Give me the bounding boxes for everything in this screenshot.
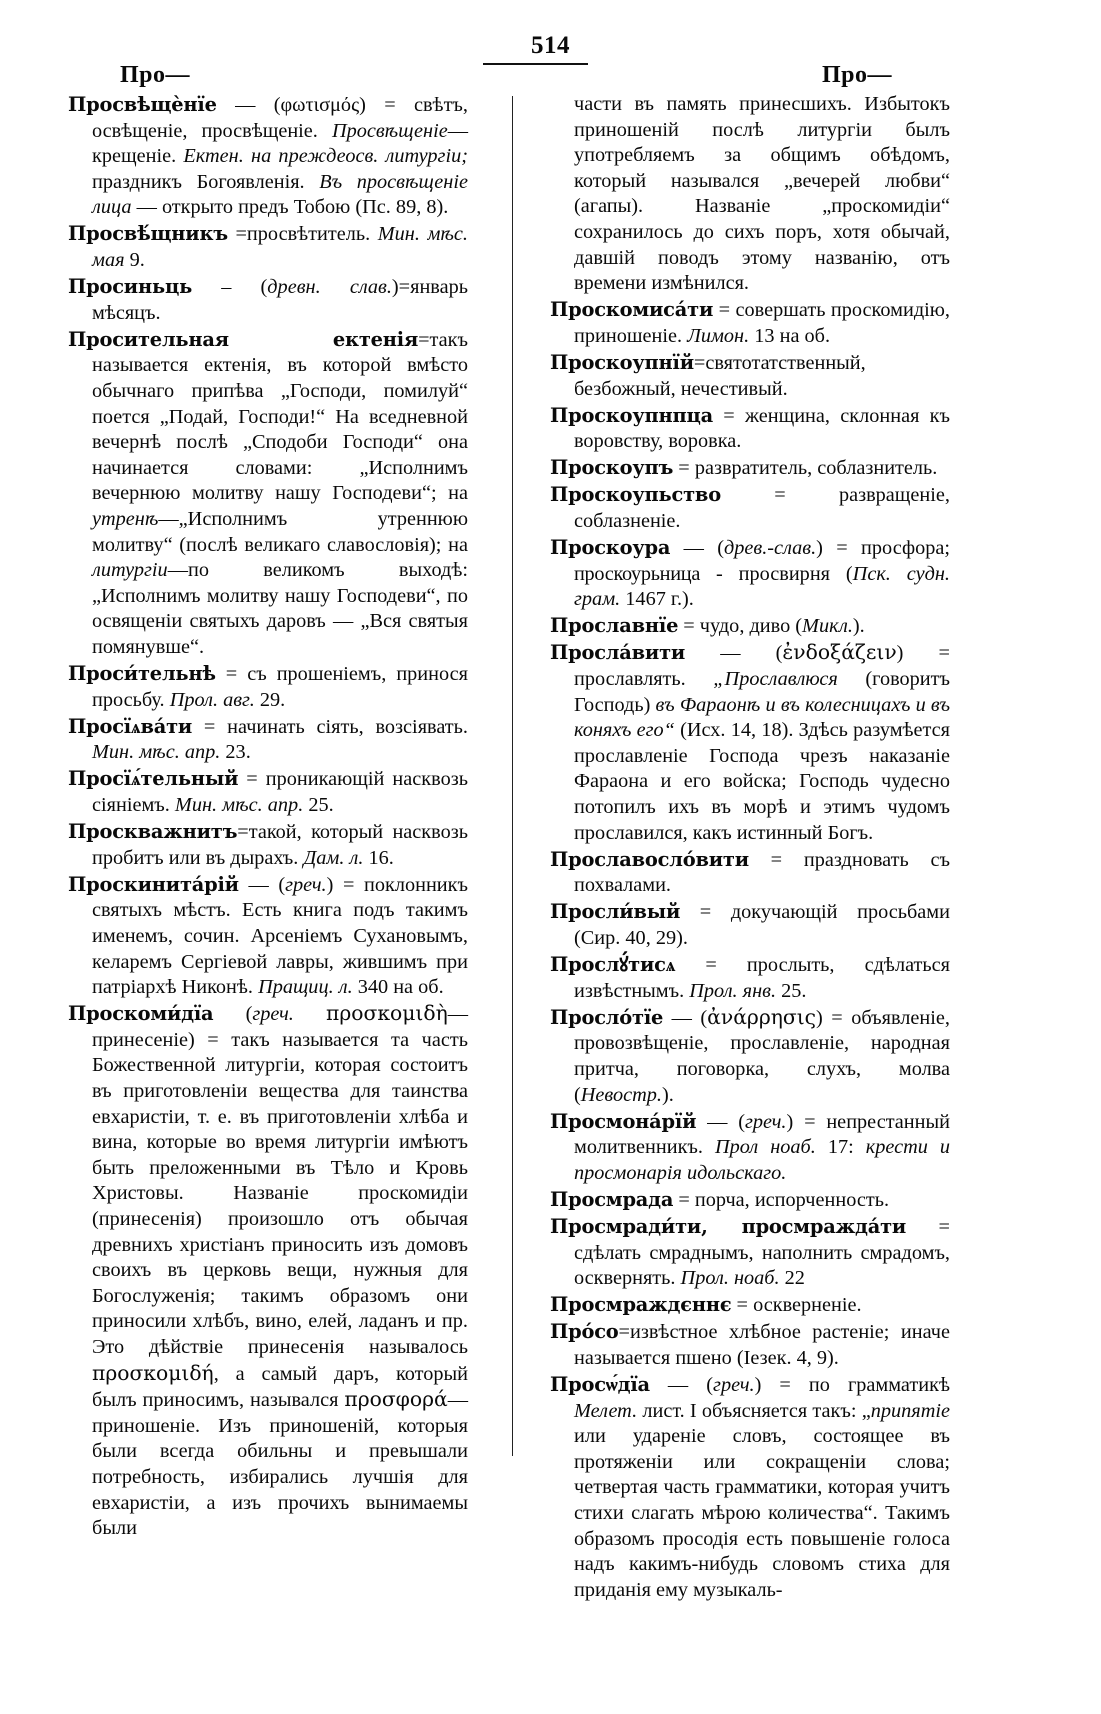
entry-definition: = съ прошеніемъ, принося просьбу. Прол. авг. 29. — [92, 663, 468, 711]
entry-headword: Просмона́рїй — [550, 1109, 697, 1133]
entry-definition: =просвѣтитель. Мин. мѣс. мая 9. — [92, 223, 468, 272]
entry-definition: — (греч.) = непрестанный молитвенникъ. Прол ноаб. 17: крести и просмонарія идольскаго. — [574, 1110, 951, 1184]
entry-headword: Проскомиса́ти — [550, 298, 714, 322]
entry-definition: – (древн. слав.)=январь мѣсяцъ. — [92, 276, 468, 324]
dictionary-entry — [550, 1109, 950, 1187]
dictionary-entry — [550, 535, 950, 613]
entry-headword: Проскоупнїй — [550, 350, 694, 374]
entry-definition: — (φωτισμός) = свѣтъ, освѣщеніе, просвѣщеніе. Просвѣщеніе—крещеніе. Ектен. на преждеосв. литургіи; праздникъ Богоявленія. Въ просвѣщеніе лица — открыто предъ Тобою (Пс. 89, 8). — [92, 94, 468, 219]
entry-definition: = развратитель, соблазнитель. — [673, 457, 938, 480]
entry-headword: Просвѣ́щникъ — [68, 222, 228, 246]
dictionary-entry — [550, 350, 950, 402]
entry-headword: Проскоми́дїа — [68, 1002, 214, 1026]
entry-headword: Просвѣщѐнїе — [68, 93, 217, 116]
dictionary-entry — [68, 1001, 468, 1541]
entry-headword: Проскважнитъ — [68, 820, 238, 844]
entry-definition: (греч. προσκομιδὴ—принесеніе) = такъ называется та часть Божественной литургіи, которая состоитъ въ приготовленіи вещества для таинства евхаристіи, т. е. въ приготовленіи хлѣба и вина, которые во время литургіи имѣютъ быть преложенными въ Тѣло и Кровь Христовы. Названіе проскомидіи (принесенія) произошло отъ обычая древнихъ христіанъ приносить изъ домовъ своихъ въ церковь вещи, нужныя для Богослуженія; такимъ образомъ они приносили хлѣбъ, вино, елей, ладанъ и пр. Это дѣйствіе принесенія называлось προσκομιδή, а самый даръ, который былъ приносимъ, назывался προσφορά—приношеніе. Изъ приношеній, которыя были всегда обильны и превышали потребность, избирались лучшія для евхаристіи, а изъ прочихъ вынимаемы были — [92, 1001, 468, 1540]
entry-definition: — (греч.) = поклонникъ святыхъ мѣстъ. Есть книга подъ такимъ именемъ, сочин. Арсеніемъ Сухановымъ, келаремъ Сергіевой лавры, жившимъ при патріархѣ Никонѣ. Пращиц. л. 340 на об. — [92, 873, 468, 999]
dictionary-entry — [68, 872, 468, 1001]
entry-headword: Просло́тїе — [550, 1005, 664, 1029]
right-column — [550, 92, 950, 1604]
dictionary-entry — [550, 899, 950, 951]
dictionary-entry — [550, 640, 950, 846]
dictionary-entry — [550, 297, 950, 349]
running-head-left: Про— — [120, 62, 191, 88]
entry-definition: =такой, который насквозь пробитъ или въ дырахъ. Дам. л. 16. — [92, 821, 468, 869]
header-rule — [483, 63, 588, 65]
entry-headword: Проскоупнпца — [550, 403, 714, 427]
entry-headword: Проскинита́рій — [68, 872, 239, 896]
entry-headword: Просла́вити — [550, 641, 686, 665]
entry-definition: = докучающій просьбами (Сир. 40, 29). — [574, 901, 950, 949]
entry-headword: Прослꙋ́тисѧ — [550, 953, 676, 977]
dictionary-entry — [550, 613, 950, 640]
dictionary-entry — [550, 92, 950, 297]
entry-headword: Просмради́ти, просмражда́ти — [550, 1215, 907, 1239]
dictionary-entry — [68, 661, 468, 713]
entry-definition: = женщина, склонная къ воровству, воровка. — [574, 404, 950, 453]
dictionary-entry — [68, 92, 468, 221]
page-number: 514 — [531, 32, 570, 59]
dictionary-entry — [550, 847, 950, 899]
entry-definition: =такъ называется ектенія, въ которой вмѣсто обычнаго припѣва „Господи, помилуй“ поется „Подай, Господи!“ На вседневной вечернѣ послѣ „Сподоби Господи“ она начинается словами: „Исполнимъ вечернюю молитву нашу Господеви“; на утренѣ—„Исполнимъ утреннюю молитву“ (послѣ великаго славословія); на литургіи—по великомъ выходѣ: „Исполнимъ молитву нашу Господеви“, по освященіи святыхъ даровъ — „Вся святыя помянувше“. — [92, 328, 468, 658]
entry-headword: Просли́вый — [550, 900, 681, 924]
entry-definition: = оскверненіе. — [731, 1294, 862, 1317]
dictionary-entry — [550, 482, 950, 534]
left-column — [68, 92, 468, 1542]
entry-headword: Проскоура — [550, 536, 671, 560]
entry-definition: = начинать сіять, возсіявать. Мин. мѣс. апр. 23. — [92, 715, 468, 764]
dictionary-entry — [68, 327, 468, 661]
entry-definition: — (ἀνάρρησις) = объявленіе, провозвѣщеніе, прославленіе, народная притча, поговорка, слухъ, молва (Невостр.). — [574, 1004, 950, 1106]
entry-definition: =извѣстное хлѣбное растеніе; иначе называется пшено (Іезек. 4, 9). — [574, 1321, 950, 1369]
dictionary-entry — [550, 403, 950, 455]
dictionary-entry — [550, 1372, 950, 1603]
dictionary-entry — [550, 1187, 950, 1214]
entry-headword: Прославнїе — [550, 614, 679, 638]
entry-definition: = развращеніе, соблазненіе. — [574, 484, 950, 532]
dictionary-entry — [550, 1319, 950, 1371]
dictionary-entry — [550, 1292, 950, 1319]
entry-definition: части въ память принесшихъ. Избытокъ приношеній послѣ литургіи былъ употребляемъ за общимъ обѣдомъ, который назывался „вечерей любви“ (агапы). Названіе „проскомидіи“ сохранилось до сихъ поръ, хотя обычай, давшій поводъ этому названію, отъ времени измѣнился. — [574, 93, 950, 295]
entry-definition: = сдѣлать смраднымъ, наполнить смрадомъ, осквернять. Прол. ноаб. 22 — [574, 1216, 950, 1290]
entry-definition: = порча, испорченность. — [673, 1188, 890, 1211]
entry-headword: Просмраждєннє — [550, 1293, 732, 1317]
dictionary-entry — [550, 1005, 950, 1108]
dictionary-entry — [68, 714, 468, 766]
dictionary-entry — [550, 455, 950, 482]
entry-headword: Просиньць — [68, 275, 193, 299]
entry-definition: — (ἐνδοξάζειν) = прославлять. „Прославлюся (говоритъ Господь) въ Фараонѣ и въ колесницахъ и въ коняхъ его“ (Исх. 14, 18). Здѣсь разумѣется прославленіе Господа чрезъ наказаніе Фараона и его войска; Господь чудесно потопилъ ихъ въ морѣ и этимъ чудомъ прославился, какъ истинный Богъ. — [574, 640, 951, 844]
dictionary-entry — [550, 952, 950, 1004]
dictionary-entry — [68, 274, 468, 326]
entry-definition: — (греч.) = по грамматикѣ Мелет. лист. І объясняется такъ: „припятіе или удареніе словъ, состоящее въ протяженіи или сокращеніи слова; четвертая часть грамматики, которая учитъ стихи слагать мѣрою количества“. Такимъ образомъ просодія есть повышеніе голоса надъ какимъ-нибудь словомъ стиха для приданія ему музыкаль- — [574, 1374, 950, 1601]
dictionary-entry — [68, 221, 468, 273]
entry-headword: Просїѧва́ти — [68, 714, 193, 738]
entry-headword: Просительная ектенія — [68, 327, 419, 351]
entry-headword: Проскоупъ — [550, 456, 674, 480]
entry-headword: Просѡ́дїа — [550, 1373, 650, 1397]
entry-headword: Про́со — [550, 1320, 619, 1344]
entry-definition: = праздновать съ похвалами. — [574, 848, 950, 897]
entry-definition: = чудо, диво (Микл.). — [678, 615, 865, 638]
columns-container — [0, 92, 1101, 1692]
entry-definition: = совершать проскомидію, приношеніе. Лимон. 13 на об. — [574, 299, 950, 347]
entry-headword: Проскоупьство — [550, 483, 721, 507]
running-head-right: Про— — [822, 62, 893, 88]
dictionary-entry — [550, 1214, 950, 1292]
entry-definition: = прослыть, сдѣлаться извѣстнымъ. Прол. янв. 25. — [574, 954, 950, 1002]
dictionary-entry — [68, 766, 468, 818]
entry-headword: Просмрада — [550, 1187, 674, 1211]
entry-definition: =святотатственный, безбожный, нечестивый. — [574, 351, 866, 400]
entry-headword: Проси́тельнѣ — [68, 662, 216, 686]
entry-headword: Прославосло́вити — [550, 847, 749, 871]
entry-headword: Просїѧ́тельный — [68, 767, 239, 791]
entry-definition: = проникающій насквозь сіяніемъ. Мин. мѣс. апр. 25. — [92, 768, 468, 817]
dictionary-entry — [68, 819, 468, 871]
entry-definition: — (древ.-слав.) = просфора; проскоурьница - просвирня (Пск. судн. грам. 1467 г.). — [574, 537, 950, 611]
